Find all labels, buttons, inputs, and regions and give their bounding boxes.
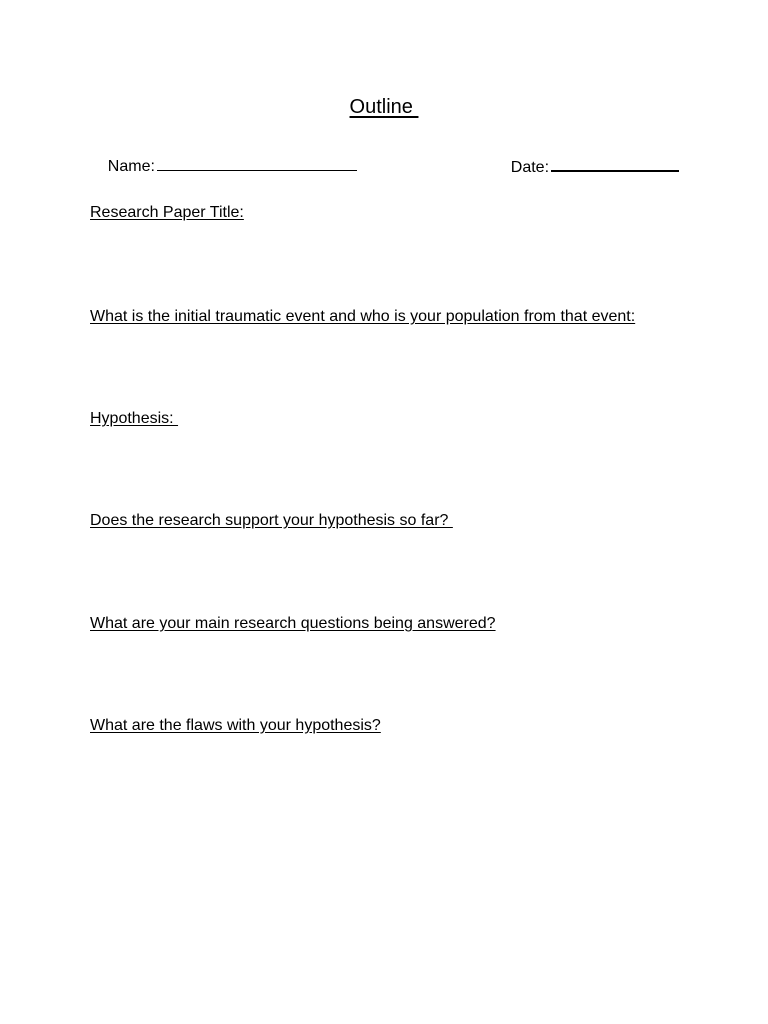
prompt-hypothesis: Hypothesis: bbox=[90, 410, 179, 427]
prompt-hypothesis-flaws: What are the flaws with your hypothesis? bbox=[90, 717, 381, 734]
prompt-traumatic-event: What is the initial traumatic event and who is your population from that event: bbox=[90, 308, 636, 325]
prompt-research-support: Does the research support your hypothesis so far? bbox=[90, 512, 453, 529]
date-field bbox=[493, 135, 679, 198]
date-label: Date: bbox=[510, 159, 550, 176]
date-blank-line bbox=[551, 155, 679, 172]
prompt-research-questions: What are your main research questions being answered? bbox=[90, 615, 496, 632]
prompt-research-paper-title: Research Paper Title: bbox=[90, 204, 244, 221]
page-title: Outline bbox=[349, 96, 419, 118]
name-field bbox=[90, 135, 357, 197]
name-label: Name: bbox=[107, 158, 155, 175]
name-blank-line bbox=[157, 155, 357, 171]
